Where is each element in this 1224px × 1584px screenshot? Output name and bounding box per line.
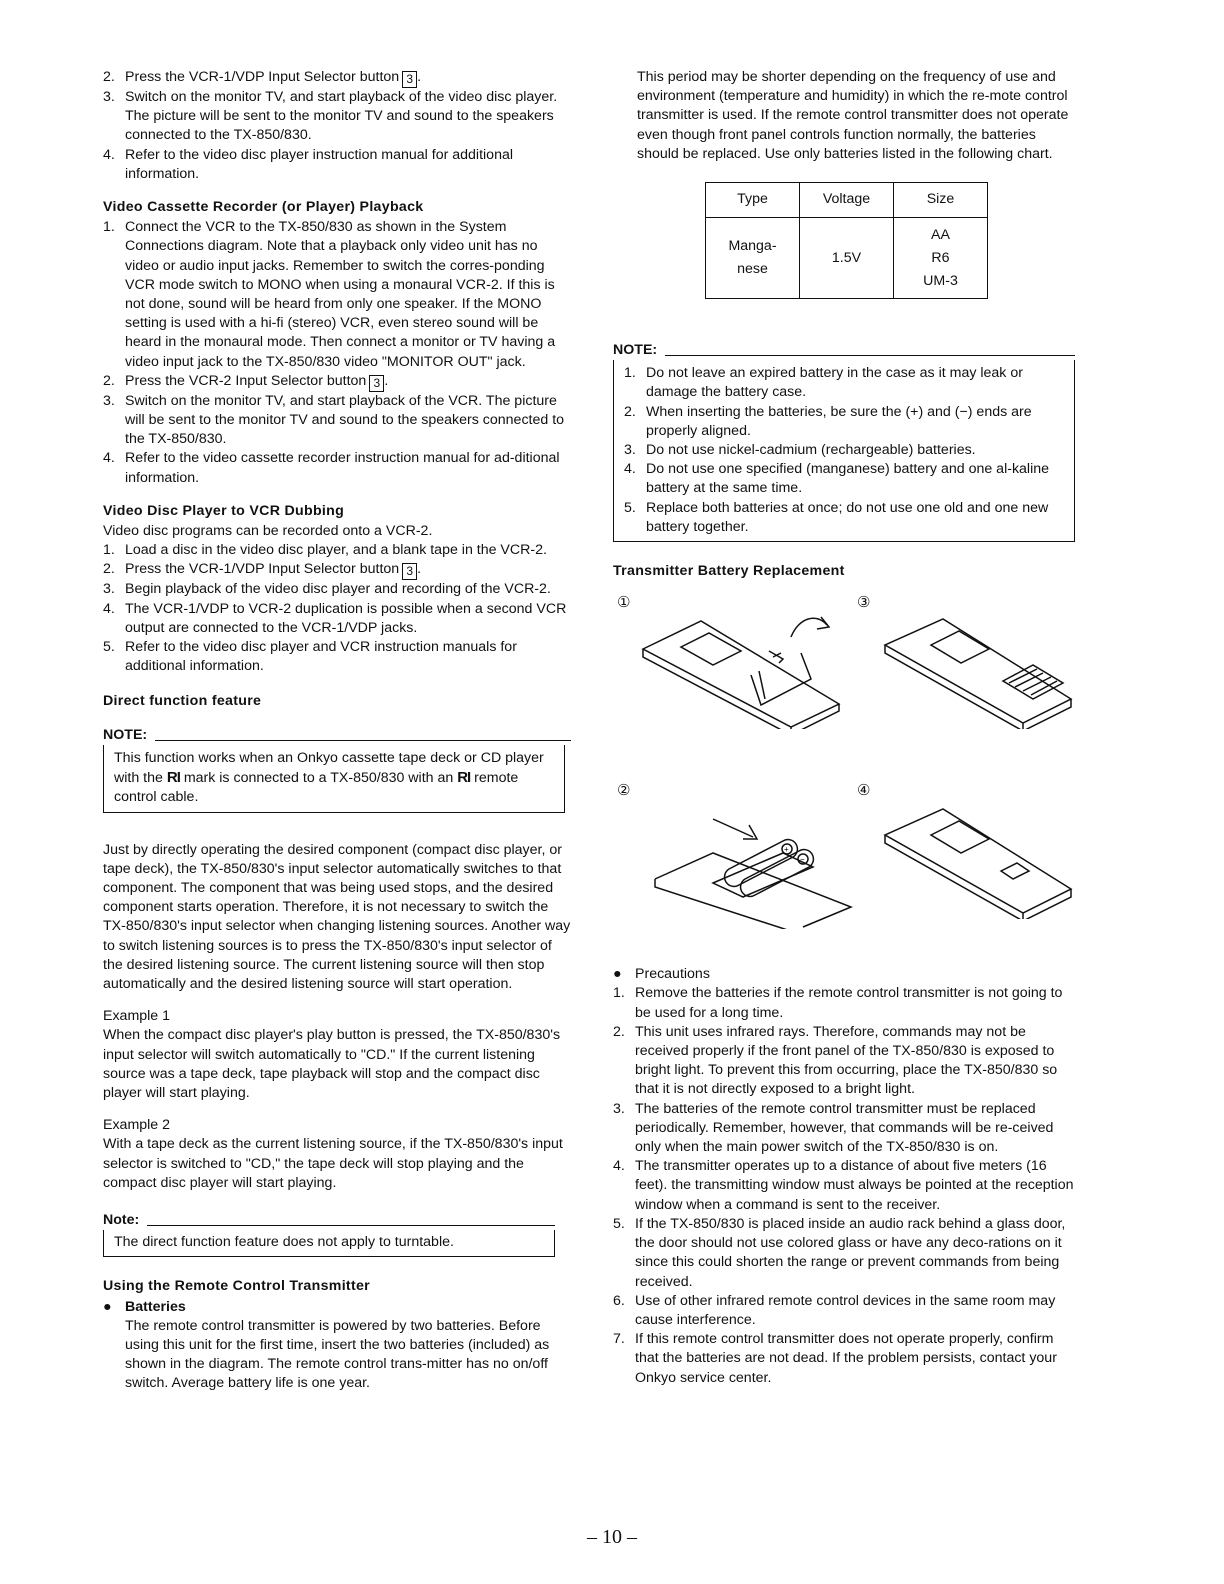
step-2-label: ②	[617, 782, 631, 800]
battery-note-box	[613, 360, 1075, 542]
button-3-symbol: 3	[402, 71, 417, 88]
list-item: 5. If the TX-850/830 is placed inside an audio rack behind a glass door, the door should not use colored glass or have any deco-rations on it since this could shorten the range or prevent commands from being received.	[613, 1215, 1066, 1290]
list-item: 4. The transmitter operates up to a distance of about five meters (16 feet). the transmitting window must always be pointed at the reception window when a command is sent to the receiver.	[613, 1158, 1074, 1213]
remote-opening-cover-illustration	[641, 609, 841, 729]
svg-text:+: +	[784, 845, 789, 855]
vcr-playback-heading: Video Cassette Recorder (or Player) Playback	[103, 199, 424, 216]
list-item: 2. Press the VCR-1/VDP Input Selector button 3 .	[103, 69, 422, 86]
list-item: 2. Press the VCR-2 Input Selector button 3 .	[103, 372, 389, 390]
right-column	[613, 68, 1075, 1388]
dubbing-heading: Video Disc Player to VCR Dubbing	[103, 502, 345, 519]
list-item: 1. Connect the VCR to the TX-850/830 as shown in the System Connections diagram. Note that a playback only video unit has no video or audio input jacks. Remember to switch the corres-ponding VCR mode switch to MONO when using a monaural VCR-2. If this is not done, sound will be heard from only one speaker. If the MONO setting is used with a hi-fi (stereo) VCR, even stereo sound will be heard in the monaural mode. Then connect a monitor or TV having a video input jack to the TX-850/830 video "MONITOR OUT" jack.	[103, 219, 556, 370]
dubbing-list	[103, 541, 571, 676]
note2-label: Note:	[103, 1211, 571, 1230]
vcr-playback-list	[103, 218, 571, 488]
batteries-heading: ● Batteries	[103, 1298, 186, 1315]
ri-mark-icon: RI	[457, 769, 471, 787]
list-item: 2. Press the VCR-1/VDP Input Selector button 3 .	[103, 561, 422, 579]
list-item: 4. Do not use one specified (manganese) battery and one al-kaline battery at the same time.	[624, 461, 1050, 497]
page-number: – 10 –	[587, 1526, 637, 1548]
list-item: 2. This unit uses infrared rays. Therefore, commands may not be received properly if the front panel of the TX-850/830 is exposed to bright light. To prevent this from occurring, place the TX-850/830 so that it is not directly exposed to a bright light.	[613, 1023, 1058, 1098]
note2-box: The direct function feature does not apply to turntable.	[103, 1230, 555, 1257]
button-3-symbol: 3	[369, 375, 384, 392]
batteries-text: The remote control transmitter is powered by two batteries. Before using this unit for the first time, insert the two batteries (included) as shown in the diagram. The remote control trans-mitter has no on/off switch. Average battery life is one year.	[125, 1317, 550, 1392]
table-header: Type	[706, 183, 800, 218]
list-item: 6. Use of other infrared remote control devices in the same room may cause interference.	[613, 1292, 1056, 1328]
note-box: This function works when an Onkyo cassette tape deck or CD player with the RI mark is connected to a TX-850/830 with an RI remote control cable.	[103, 745, 565, 813]
list-item: 5. Refer to the video disc player and VCR instruction manuals for additional information.	[103, 639, 517, 675]
dubbing-intro: Video disc programs can be recorded onto a VCR-2.	[103, 523, 433, 540]
battery-replacement-diagram	[613, 589, 1075, 959]
battery-replacement-heading: Transmitter Battery Replacement	[613, 563, 845, 580]
example-2-label: Example 2	[103, 1117, 171, 1134]
list-item: 4. Refer to the video cassette recorder instruction manual for ad-ditional information.	[103, 450, 560, 486]
list-item: 3. Do not use nickel-cadmium (rechargeable) batteries.	[624, 442, 976, 459]
list-item: 2. When inserting the batteries, be sure the (+) and (−) ends are properly aligned.	[624, 403, 1032, 439]
list-item: 3. Begin playback of the video disc player and recording of the VCR-2.	[103, 581, 551, 598]
direct-function-paragraph: Just by directly operating the desired component (compact disc player, or tape deck), the TX-850/830's input selector automatically switches to that component. The component that was being used stops, and the desired component starts operation. Therefore, it is not necessary to switch the TX-850/830's input selector when changing listening sources. Another way to switch listening sources is to press the TX-850/830's input selector of the desired listening source. The current listening source will then stop automatically and the desired listening source will start operation.	[103, 841, 571, 992]
step-1-label: ①	[617, 594, 631, 612]
example-2-text: With a tape deck as the current listening source, if the TX-850/830's input selector is switched to "CD," the tape deck will stop playing and the compact disc player will start playing.	[103, 1136, 563, 1191]
left-column	[103, 68, 571, 1394]
button-3-symbol: 3	[402, 563, 417, 580]
note-label: NOTE:	[103, 726, 571, 745]
list-item: 3. Switch on the monitor TV, and start playback of the video disc player. The picture will be sent to the monitor TV and sound to the speakers connected to the TX-850/830.	[103, 89, 558, 144]
table-cell-voltage: 1.5V	[800, 218, 894, 299]
list-item: 3. The batteries of the remote control transmitter must be replaced periodically. Remember, however, that commands will be re-ceived only when the main power switch of the TX-850/830 is on.	[613, 1100, 1054, 1156]
table-header: Voltage	[800, 183, 894, 218]
step-4-label: ④	[857, 782, 871, 800]
table-cell-type: Manga- nese	[706, 218, 800, 299]
list-item: 1. Do not leave an expired battery in the case as it may leak or damage the battery case.	[624, 365, 1023, 401]
battery-note-label: NOTE:	[613, 341, 1075, 360]
table-cell-size: AA R6 UM-3	[894, 218, 988, 299]
example-1-label: Example 1	[103, 1008, 171, 1025]
vdp-steps-list	[103, 68, 571, 184]
list-item: 4. The VCR-1/VDP to VCR-2 duplication is possible when a second VCR output are connected to the VCR-1/VDP jacks.	[103, 600, 567, 636]
list-item: 3. Switch on the monitor TV, and start playback of the VCR. The picture will be sent to the monitor TV and sound to the speakers connected to the TX-850/830.	[103, 392, 565, 448]
list-item: 5. Replace both batteries at once; do not use one old and one new battery together.	[624, 499, 1049, 535]
ri-mark-icon: RI	[166, 769, 180, 787]
list-item: 4. Refer to the video disc player instruction manual for additional information.	[103, 146, 514, 182]
precautions-list	[613, 984, 1075, 1387]
remote-cover-closed-illustration	[883, 799, 1073, 919]
list-item: 7. If this remote control transmitter does not operate properly, confirm that the batteries are not dead. If the problem persists, contact your Onkyo service center.	[613, 1331, 1057, 1386]
example-1-text: When the compact disc player's play button is pressed, the TX-850/830's input selector will switch automatically to "CD." If the current listening source was a tape deck, tape playback will stop and the compact disc player will start playing.	[103, 1027, 561, 1101]
table-header: Size	[894, 183, 988, 218]
battery-life-paragraph: This period may be shorter depending on the frequency of use and environment (temperature and humidity) in which the re-mote control transmitter is used. If the remote control transmitter does not operate even though front panel controls function normally, the batteries should be replaced. Use only batteries listed in the following chart.	[637, 69, 1069, 162]
step-3-label: ③	[857, 594, 871, 612]
inserting-batteries-illustration	[653, 799, 853, 929]
direct-function-heading: Direct function feature	[103, 693, 262, 710]
remote-control-heading: Using the Remote Control Transmitter	[103, 1278, 370, 1295]
list-item: 1. Remove the batteries if the remote control transmitter is not going to be used for a long time.	[613, 985, 1063, 1021]
remote-batteries-inserted-illustration	[883, 609, 1073, 729]
battery-table	[705, 182, 988, 299]
list-item: 1. Load a disc in the video disc player, and a blank tape in the VCR-2.	[103, 542, 547, 559]
svg-text:−: −	[800, 855, 805, 865]
precautions-heading: ● Precautions	[613, 966, 710, 983]
